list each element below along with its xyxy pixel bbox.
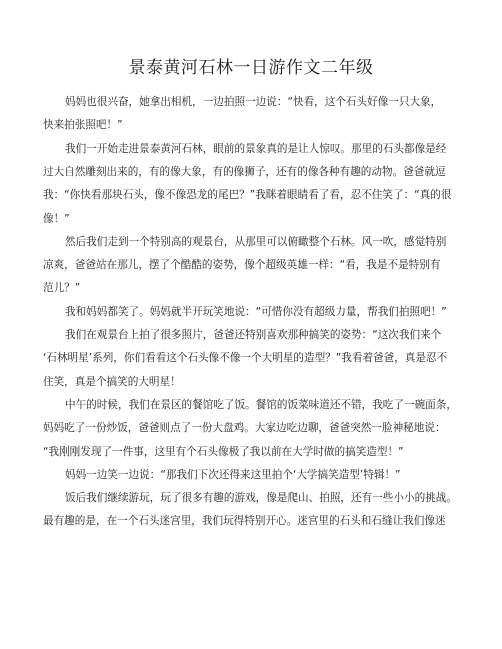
paragraph-line: 我和妈妈都笑了。妈妈就半开玩笑地说：“可惜你没有超级力量，帮我们拍照吧！” bbox=[65, 305, 447, 318]
paragraph-line: 妈妈吃了一份炒饭，爸爸则点了一份大盘鸡。大家边吃边聊，爸爸突然一脸神秘地说： bbox=[43, 422, 446, 435]
paragraph-line: 然后我们走到一个特别高的观景台，从那里可以俯瞰整个石林。风一吹，感觉特别 bbox=[65, 235, 447, 248]
paragraph-line: 妈妈也很兴奋，她拿出相机，一边拍照一边说：“快看，这个石头好像一只大象， bbox=[65, 96, 442, 108]
paragraph-line: “我刚刚发现了一件事，这里有个石头像极了我以前在大学时做的搞笑造型！” bbox=[43, 445, 404, 458]
paragraph-line: 中午的时候，我们在景区的餐馆吃了饭。餐馆的饭菜味道还不错，我吃了一碗面条， bbox=[65, 398, 457, 411]
paragraph-line: ‘石林明星’系列，你们看看这个石头像不像一个大明星的造型？”我看着爸爸，真是忍不 bbox=[43, 352, 448, 365]
paragraph-line: 凉爽，爸爸站在那儿，摆了个酷酷的姿势，像个超级英雄一样：“看，我是不是特别有 bbox=[43, 259, 441, 272]
paragraph-line: 像！” bbox=[43, 212, 70, 225]
paragraph-line: 最有趣的是，在一个石头迷宫里，我们玩得特别开心。迷宫里的石头和石缝让我们像迷 bbox=[43, 515, 446, 528]
paragraph-line: 快来拍张照吧！” bbox=[43, 119, 123, 132]
paragraph-line: 妈妈一边笑一边说：“那我们下次还得来这里拍个‘大学搞笑造型’特辑！” bbox=[65, 468, 401, 481]
paragraph-line: 我们一开始走进景泰黄河石林，眼前的景象真的是让人惊叹。那里的石头都像是经 bbox=[65, 142, 447, 155]
paragraph-line: 范儿？” bbox=[43, 282, 81, 295]
paragraph-line: 住笑，真是个搞笑的大明星！ bbox=[43, 375, 181, 388]
paragraph-line: 我们在观景台上拍了很多照片，爸爸还特别喜欢那种搞笑的姿势：“这次我们来个 bbox=[65, 329, 442, 341]
paragraph-line: 我：“你快看那块石头，像不像恐龙的尾巴？”我眯着眼睛看了看，忍不住笑了：“真的很 bbox=[43, 189, 452, 202]
paragraph-line: 过大自然雕刻出来的，有的像大象，有的像狮子，还有的像各种有趣的动物。爸爸就逗 bbox=[43, 165, 446, 178]
document-title: 景泰黄河石林一日游作文二年级 bbox=[128, 58, 374, 78]
paragraph-line: 饭后我们继续游玩，玩了很多有趣的游戏，像是爬山、拍照，还有一些小小的挑战。 bbox=[65, 492, 457, 505]
